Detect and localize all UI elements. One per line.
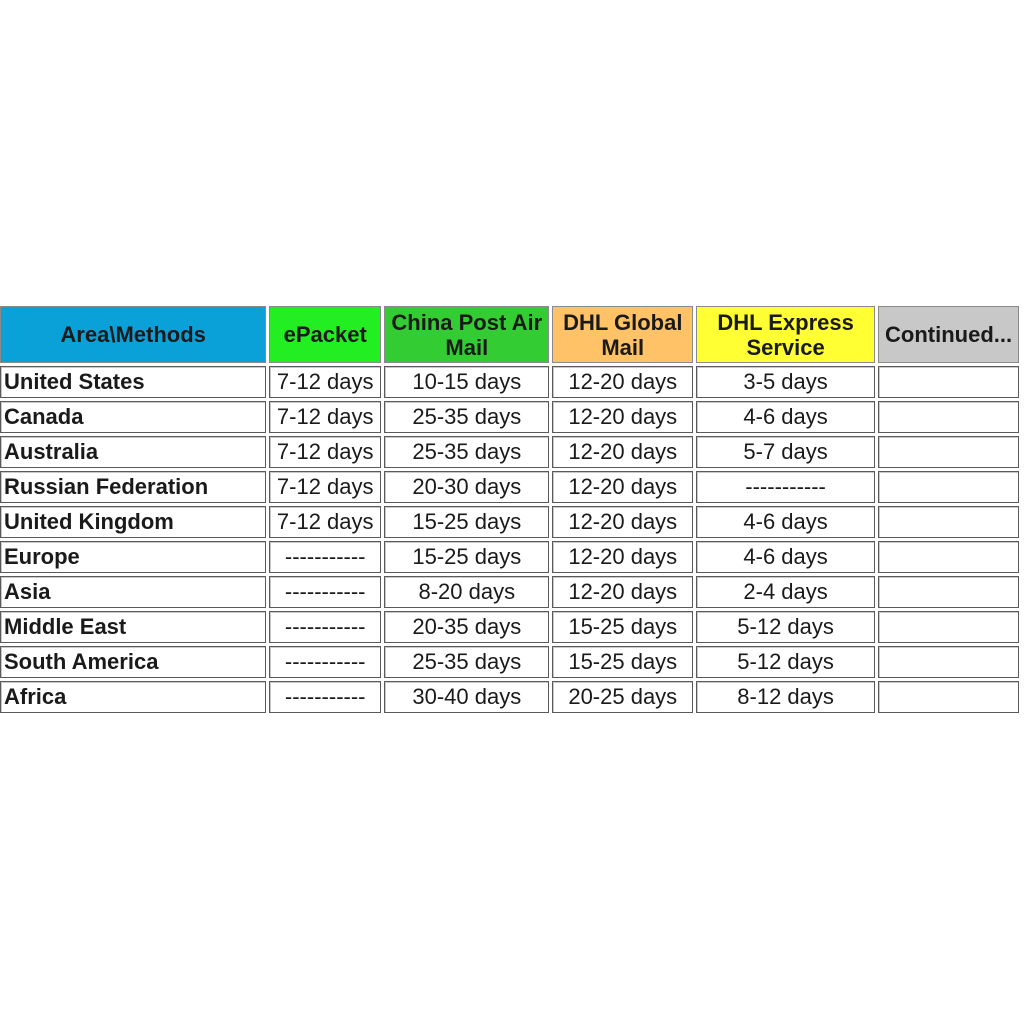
table-row — [0, 436, 1019, 468]
china-post-cell: 20-35 days — [384, 611, 549, 643]
china-post-cell: 15-25 days — [384, 506, 549, 538]
area-cell: Middle East — [0, 611, 266, 643]
table-row — [0, 541, 1019, 573]
china-post-cell: 25-35 days — [384, 646, 549, 678]
dhl-global-cell: 12-20 days — [552, 401, 693, 433]
area-cell: South America — [0, 646, 266, 678]
dhl-express-cell: 5-7 days — [696, 436, 875, 468]
table-row — [0, 576, 1019, 608]
header-row — [0, 306, 1019, 363]
header-epacket: ePacket — [269, 306, 381, 363]
continued-cell — [878, 611, 1019, 643]
dhl-express-cell: 4-6 days — [696, 401, 875, 433]
china-post-cell: 8-20 days — [384, 576, 549, 608]
china-post-cell: 30-40 days — [384, 681, 549, 713]
shipping-times-table — [0, 306, 1022, 716]
table-row — [0, 646, 1019, 678]
area-cell: Australia — [0, 436, 266, 468]
dhl-global-cell: 12-20 days — [552, 576, 693, 608]
dhl-global-cell: 12-20 days — [552, 506, 693, 538]
continued-cell — [878, 646, 1019, 678]
dhl-express-cell: ----------- — [696, 471, 875, 503]
epacket-cell: ----------- — [269, 681, 381, 713]
table-row — [0, 611, 1019, 643]
continued-cell — [878, 681, 1019, 713]
table-row — [0, 681, 1019, 713]
header-area-methods: Area\Methods — [0, 306, 266, 363]
dhl-global-cell: 20-25 days — [552, 681, 693, 713]
dhl-global-cell: 15-25 days — [552, 611, 693, 643]
dhl-express-cell: 2-4 days — [696, 576, 875, 608]
dhl-express-cell: 5-12 days — [696, 611, 875, 643]
shipping-times-table-container — [0, 306, 1022, 716]
continued-cell — [878, 541, 1019, 573]
area-cell: Europe — [0, 541, 266, 573]
epacket-cell: ----------- — [269, 576, 381, 608]
epacket-cell: 7-12 days — [269, 471, 381, 503]
epacket-cell: ----------- — [269, 541, 381, 573]
dhl-global-cell: 12-20 days — [552, 541, 693, 573]
area-cell: United States — [0, 366, 266, 398]
header-dhl-express-service: DHL Express Service — [696, 306, 875, 363]
dhl-express-cell: 8-12 days — [696, 681, 875, 713]
table-row — [0, 506, 1019, 538]
area-cell: United Kingdom — [0, 506, 266, 538]
epacket-cell: 7-12 days — [269, 506, 381, 538]
dhl-global-cell: 15-25 days — [552, 646, 693, 678]
dhl-global-cell: 12-20 days — [552, 436, 693, 468]
epacket-cell: 7-12 days — [269, 366, 381, 398]
continued-cell — [878, 366, 1019, 398]
dhl-express-cell: 5-12 days — [696, 646, 875, 678]
dhl-global-cell: 12-20 days — [552, 471, 693, 503]
epacket-cell: ----------- — [269, 611, 381, 643]
continued-cell — [878, 401, 1019, 433]
dhl-express-cell: 4-6 days — [696, 541, 875, 573]
header-dhl-global-mail: DHL Global Mail — [552, 306, 693, 363]
epacket-cell: 7-12 days — [269, 401, 381, 433]
china-post-cell: 25-35 days — [384, 401, 549, 433]
dhl-express-cell: 3-5 days — [696, 366, 875, 398]
header-continued: Continued... — [878, 306, 1019, 363]
continued-cell — [878, 576, 1019, 608]
table-row — [0, 401, 1019, 433]
table-row — [0, 471, 1019, 503]
area-cell: Canada — [0, 401, 266, 433]
continued-cell — [878, 471, 1019, 503]
continued-cell — [878, 506, 1019, 538]
area-cell: Russian Federation — [0, 471, 266, 503]
epacket-cell: 7-12 days — [269, 436, 381, 468]
china-post-cell: 10-15 days — [384, 366, 549, 398]
area-cell: Asia — [0, 576, 266, 608]
china-post-cell: 20-30 days — [384, 471, 549, 503]
table-row — [0, 366, 1019, 398]
china-post-cell: 15-25 days — [384, 541, 549, 573]
epacket-cell: ----------- — [269, 646, 381, 678]
dhl-express-cell: 4-6 days — [696, 506, 875, 538]
continued-cell — [878, 436, 1019, 468]
header-china-post-air-mail: China Post Air Mail — [384, 306, 549, 363]
china-post-cell: 25-35 days — [384, 436, 549, 468]
dhl-global-cell: 12-20 days — [552, 366, 693, 398]
area-cell: Africa — [0, 681, 266, 713]
